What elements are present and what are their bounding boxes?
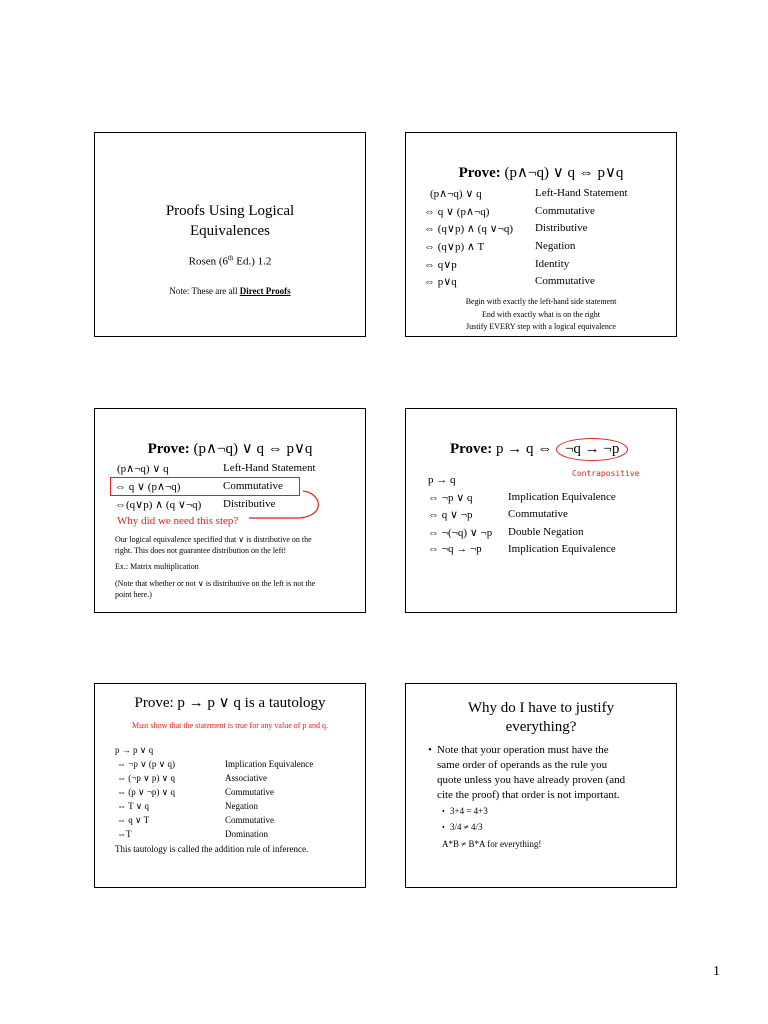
bullet-icon: •	[428, 744, 432, 756]
step-reason: Left-Hand Statement	[223, 462, 316, 474]
slide-4	[405, 408, 677, 613]
slide6-title-line1: Why do I have to justify	[467, 700, 615, 716]
slide3-example: Ex.: Matrix multiplication	[115, 562, 199, 571]
slide6-final: A*B ≠ B*A for everything!	[442, 839, 542, 849]
step-reason: Commutative	[225, 787, 274, 797]
slide5-conclusion: This tautology is called the addition rule of inference.	[115, 844, 309, 854]
step-reason: Implication Equivalence	[508, 543, 616, 555]
step-expr: ⇔ T ∨ q	[117, 801, 150, 811]
slide3-paragraph-line: (Note that whether or not ∨ is distributive on the left is not the	[115, 579, 316, 588]
step-reason: Identity	[535, 258, 570, 270]
step-reason: Commutative	[508, 508, 568, 520]
step-reason: Distributive	[535, 222, 588, 234]
slide1-title-line1: Proofs Using Logical	[165, 203, 295, 219]
step-reason: Left-Hand Statement	[535, 187, 628, 199]
step-expr: p → q	[428, 474, 456, 486]
slide2-note: End with exactly what is on the right	[482, 310, 600, 319]
sub-bullet: 3/4 ≠ 4/3	[450, 822, 483, 832]
slide1-note: Note: These are all Direct Proofs	[169, 286, 291, 296]
step-expr: ⇔ ¬p ∨ q	[428, 492, 473, 504]
step-reason: Associative	[225, 773, 267, 783]
slide-3	[94, 408, 366, 613]
page-number: 1	[713, 964, 720, 979]
slide3-paragraph-line: Our logical equivalence specified that ∨ is distributive on the	[115, 535, 312, 544]
slide-1	[94, 132, 366, 337]
step-expr: ⇔ (q∨p) ∧ (q ∨¬q)	[424, 223, 514, 235]
step-reason: Commutative	[535, 275, 595, 287]
slide5-title: Prove: p → p ∨ q is a tautology	[134, 695, 326, 711]
step-expr: ⇔ p∨q	[424, 276, 457, 288]
step-expr: ⇔T	[117, 829, 132, 839]
bullet-line: quote unless you have already proven (and	[437, 774, 626, 786]
slide3-paragraph-line: point here.)	[115, 590, 152, 599]
slide-2	[405, 132, 677, 337]
step-reason: Commutative	[535, 205, 595, 217]
slide3-paragraph-line: right. This does not guarantee distribution on the left!	[115, 546, 287, 555]
slide-5	[94, 683, 366, 888]
slide2-title: Prove: (p∧¬q) ∨ q ⇔ p∨q	[458, 165, 624, 181]
contrapositive-annotation: Contrapositive	[572, 469, 640, 478]
sub-bullet: 3+4 = 4+3	[450, 806, 488, 816]
sub-bullet-icon: •	[442, 823, 445, 832]
step-expr: ⇔ q∨p	[424, 259, 457, 271]
step-expr: ⇔ q ∨ (p∧¬q)	[115, 481, 181, 493]
slide-6	[405, 683, 677, 888]
step-expr: ⇔ q ∨ T	[117, 815, 150, 825]
step-expr: p → p ∨ q	[115, 745, 154, 755]
slide2-note: Begin with exactly the left-hand side statement	[465, 297, 617, 306]
step-expr: ⇔ (¬p ∨ p) ∨ q	[117, 773, 175, 783]
step-expr: ⇔ (q∨p) ∧ T	[424, 241, 485, 253]
step-expr: ⇔ ¬p ∨ (p ∨ q)	[117, 759, 175, 769]
slide5-subtitle: Must show that the statement is true for any value of p and q.	[132, 721, 328, 730]
step-reason: Negation	[535, 240, 576, 252]
step-reason: Implication Equivalence	[508, 491, 616, 503]
slide3-question: Why did we need this step?	[117, 515, 239, 527]
step-expr: ⇔ ¬q → ¬p	[428, 543, 482, 555]
step-reason: Commutative	[223, 480, 283, 492]
step-reason: Double Negation	[508, 526, 584, 538]
step-expr: (p∧¬q) ∨ q	[430, 188, 482, 200]
slide2-note: Justify EVERY step with a logical equivalence	[466, 322, 616, 331]
step-expr: ⇔(q∨p) ∧ (q ∨¬q)	[115, 499, 202, 511]
bullet-line: Note that your operation must have the	[437, 744, 609, 756]
sub-bullet-icon: •	[442, 807, 445, 816]
step-expr: ⇔ q ∨ (p∧¬q)	[424, 206, 490, 218]
bullet-line: same order of operands as the rule you	[437, 759, 608, 771]
circled-expression: ¬q → ¬p	[556, 438, 628, 461]
step-expr: ⇔ ¬(¬q) ∨ ¬p	[428, 527, 493, 539]
slide1-title-line2: Equivalences	[190, 223, 270, 239]
step-reason: Implication Equivalence	[225, 759, 314, 769]
step-expr: ⇔ (p ∨ ¬p) ∨ q	[117, 787, 175, 797]
slide3-title: Prove: (p∧¬q) ∨ q ⇔ p∨q	[147, 441, 313, 457]
callout-arrow	[245, 485, 335, 525]
step-reason: Domination	[225, 829, 268, 839]
slide6-title-line2: everything?	[505, 719, 577, 735]
slide4-title: Prove: p → q ⇔ ¬q → ¬p	[450, 438, 628, 461]
slide1-reference: Rosen (6th Ed.) 1.2	[188, 254, 272, 268]
step-expr: (p∧¬q) ∨ q	[117, 463, 169, 475]
bullet-line: cite the proof) that order is not important.	[437, 789, 620, 801]
step-reason: Distributive	[223, 498, 276, 510]
step-reason: Negation	[225, 801, 258, 811]
step-reason: Commutative	[225, 815, 274, 825]
step-expr: ⇔ q ∨ ¬p	[428, 509, 473, 521]
